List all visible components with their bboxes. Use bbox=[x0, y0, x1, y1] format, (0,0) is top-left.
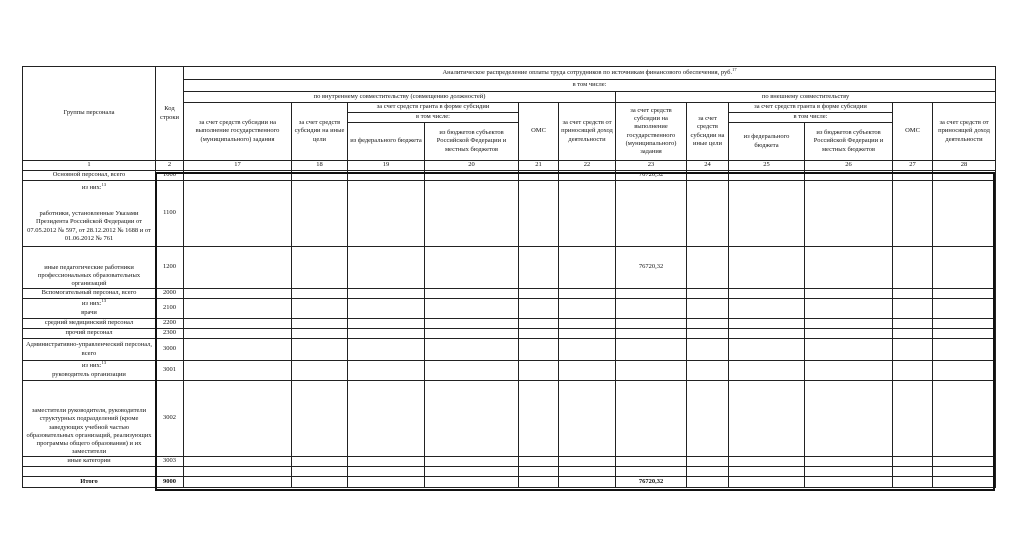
cell-20[interactable] bbox=[425, 171, 519, 181]
cell-28[interactable] bbox=[933, 299, 996, 319]
col-num: 19 bbox=[348, 161, 425, 171]
row-code: 1000 bbox=[156, 171, 184, 181]
cell-27[interactable] bbox=[893, 319, 933, 329]
cell-21[interactable] bbox=[519, 457, 559, 467]
row-code: 2200 bbox=[156, 319, 184, 329]
cell-21[interactable] bbox=[519, 299, 559, 319]
cell-24[interactable] bbox=[687, 457, 729, 467]
cell-18[interactable] bbox=[292, 171, 348, 181]
cell-21[interactable] bbox=[519, 247, 559, 289]
col-num: 17 bbox=[184, 161, 292, 171]
cell-24[interactable] bbox=[687, 299, 729, 319]
cell-18[interactable] bbox=[292, 289, 348, 299]
cell-18[interactable] bbox=[292, 457, 348, 467]
cell-27[interactable] bbox=[893, 329, 933, 339]
col-num: 24 bbox=[687, 161, 729, 171]
cell-26[interactable] bbox=[805, 289, 893, 299]
cell-19[interactable] bbox=[348, 457, 425, 467]
cell-25[interactable] bbox=[729, 361, 805, 381]
cell-23[interactable] bbox=[616, 381, 687, 457]
cell-21[interactable] bbox=[519, 289, 559, 299]
cell-27[interactable] bbox=[893, 289, 933, 299]
cell-19[interactable] bbox=[348, 289, 425, 299]
cell-22[interactable] bbox=[559, 181, 616, 247]
cell-19[interactable] bbox=[348, 181, 425, 247]
cell-26[interactable] bbox=[805, 319, 893, 329]
header-grant-including-ext: в том числе: bbox=[729, 113, 893, 123]
cell-27[interactable] bbox=[893, 381, 933, 457]
cell-25[interactable] bbox=[729, 181, 805, 247]
header-external: по внешнему совместительству bbox=[616, 92, 996, 103]
cell-27[interactable] bbox=[893, 171, 933, 181]
cell-24[interactable] bbox=[687, 289, 729, 299]
cell-24[interactable] bbox=[687, 247, 729, 289]
cell-22[interactable] bbox=[559, 329, 616, 339]
cell-25[interactable] bbox=[729, 299, 805, 319]
table-row bbox=[23, 247, 996, 289]
table-row bbox=[23, 361, 996, 381]
cell-22[interactable] bbox=[559, 299, 616, 319]
cell-26[interactable] bbox=[805, 361, 893, 381]
cell-19[interactable] bbox=[348, 247, 425, 289]
cell-25[interactable] bbox=[729, 319, 805, 329]
cell-21[interactable] bbox=[519, 361, 559, 381]
cell-18[interactable] bbox=[292, 319, 348, 329]
cell-24[interactable] bbox=[687, 329, 729, 339]
header-income: за счет средств от приносящей доход деятельности bbox=[559, 103, 616, 161]
col-num: 22 bbox=[559, 161, 616, 171]
cell-17[interactable] bbox=[184, 477, 292, 488]
cell-22[interactable] bbox=[559, 171, 616, 181]
cell-25[interactable] bbox=[729, 381, 805, 457]
header-oms-ext: ОМС bbox=[893, 103, 933, 161]
col-num: 18 bbox=[292, 161, 348, 171]
cell-20[interactable] bbox=[425, 289, 519, 299]
cell-18[interactable] bbox=[292, 339, 348, 361]
column-numbers-row bbox=[23, 161, 996, 171]
col-num: 28 bbox=[933, 161, 996, 171]
cell-26[interactable] bbox=[805, 299, 893, 319]
table-row bbox=[23, 381, 996, 457]
table-row bbox=[23, 181, 996, 247]
header-oms: ОМС bbox=[519, 103, 559, 161]
cell-19[interactable] bbox=[348, 319, 425, 329]
col-num: 20 bbox=[425, 161, 519, 171]
cell-28[interactable] bbox=[933, 329, 996, 339]
row-label: средний медицинский персонал bbox=[23, 319, 156, 329]
row-label bbox=[23, 361, 156, 381]
header-grant-including: в том числе: bbox=[348, 113, 519, 123]
total-label: Итого bbox=[23, 477, 156, 488]
cell-18[interactable] bbox=[292, 247, 348, 289]
cell-23[interactable] bbox=[616, 299, 687, 319]
cell-24[interactable] bbox=[687, 171, 729, 181]
of-them-label: из них:$^{13}$ bbox=[81, 298, 107, 308]
cell-19[interactable] bbox=[348, 171, 425, 181]
cell-22[interactable] bbox=[559, 457, 616, 467]
total-code: 9000 bbox=[156, 477, 184, 488]
cell-23[interactable]: 76720,32 bbox=[616, 477, 687, 488]
cell-23[interactable] bbox=[616, 339, 687, 361]
cell-28[interactable] bbox=[933, 319, 996, 329]
cell-24[interactable] bbox=[687, 361, 729, 381]
table-row bbox=[23, 339, 996, 361]
cell-19[interactable] bbox=[348, 381, 425, 457]
cell-17[interactable] bbox=[184, 457, 292, 467]
cell-25[interactable] bbox=[729, 339, 805, 361]
cell-22[interactable] bbox=[559, 361, 616, 381]
cell-23[interactable]: 76720,32 bbox=[616, 247, 687, 289]
row-label: Административно-управленческий персонал, всего bbox=[23, 339, 156, 361]
cell-20[interactable] bbox=[425, 299, 519, 319]
cell-28[interactable] bbox=[933, 171, 996, 181]
cell-17[interactable] bbox=[184, 171, 292, 181]
cell-21[interactable] bbox=[519, 467, 559, 477]
cell-21[interactable] bbox=[519, 171, 559, 181]
header-grant-ext: за счет средств гранта в форме субсидии bbox=[729, 103, 893, 113]
cell-25[interactable] bbox=[729, 329, 805, 339]
col-num: 21 bbox=[519, 161, 559, 171]
cell-25[interactable] bbox=[729, 457, 805, 467]
table-row bbox=[23, 171, 996, 181]
cell-18[interactable] bbox=[292, 181, 348, 247]
row-label-text: врачи bbox=[81, 308, 97, 316]
cell-20[interactable] bbox=[425, 329, 519, 339]
cell-20[interactable] bbox=[425, 381, 519, 457]
cell-17[interactable] bbox=[184, 329, 292, 339]
table-row bbox=[23, 329, 996, 339]
cell-21[interactable] bbox=[519, 319, 559, 329]
row-label bbox=[23, 299, 156, 319]
cell-27[interactable] bbox=[893, 467, 933, 477]
cell-25[interactable] bbox=[729, 467, 805, 477]
cell-21[interactable] bbox=[519, 181, 559, 247]
cell-23[interactable]: 76720,32 bbox=[616, 171, 687, 181]
cell-28[interactable] bbox=[933, 339, 996, 361]
cell-24[interactable] bbox=[687, 319, 729, 329]
cell-22[interactable] bbox=[559, 467, 616, 477]
cell-26[interactable] bbox=[805, 457, 893, 467]
row-code: 2100 bbox=[156, 299, 184, 319]
cell-28[interactable] bbox=[933, 457, 996, 467]
cell-27[interactable] bbox=[893, 181, 933, 247]
row-code: 3002 bbox=[156, 381, 184, 457]
header-regional: из бюджетов субъектов Российской Федерации и местных бюджетов bbox=[425, 123, 519, 161]
cell-20[interactable] bbox=[425, 247, 519, 289]
cell-19[interactable] bbox=[348, 329, 425, 339]
header-including: в том числе: bbox=[184, 80, 996, 92]
header-income-ext: за счет средств от приносящей доход деятельности bbox=[933, 103, 996, 161]
cell-21[interactable] bbox=[519, 329, 559, 339]
cell-17[interactable] bbox=[184, 299, 292, 319]
row-label-text: работники, установленные Указами Президента Российской Федерации от 07.05.2012 № 597, от 28.12.2012 № 1688 и от 01.06.2012 № 761 bbox=[27, 210, 151, 242]
cell-25[interactable] bbox=[729, 171, 805, 181]
cell-20[interactable] bbox=[425, 467, 519, 477]
cell-18[interactable] bbox=[292, 329, 348, 339]
cell-24[interactable] bbox=[687, 477, 729, 488]
row-label-text: руководитель организации bbox=[52, 370, 126, 378]
cell-17[interactable] bbox=[184, 339, 292, 361]
cell-23[interactable] bbox=[616, 361, 687, 381]
table-row bbox=[23, 319, 996, 329]
cell-22[interactable] bbox=[559, 319, 616, 329]
cell-24[interactable] bbox=[687, 181, 729, 247]
table-row bbox=[23, 289, 996, 299]
header-federal-ext: из федерального бюджета bbox=[729, 123, 805, 161]
header-main-title: Аналитическое распределение оплаты труда сотрудников по источникам финансового обеспечения, руб.$^{17}$ bbox=[184, 67, 996, 80]
header-subsidy-task: за счет средств субсидии на выполнение государственного (муниципального) задания bbox=[184, 103, 292, 161]
row-code: 2300 bbox=[156, 329, 184, 339]
cell-20[interactable] bbox=[425, 477, 519, 488]
cell-28[interactable] bbox=[933, 381, 996, 457]
cell-18[interactable] bbox=[292, 477, 348, 488]
cell-17[interactable] bbox=[184, 361, 292, 381]
cell-26[interactable] bbox=[805, 467, 893, 477]
cell-26[interactable] bbox=[805, 171, 893, 181]
row-code: 1100 bbox=[156, 181, 184, 247]
row-code: 3003 bbox=[156, 457, 184, 467]
cell-20[interactable] bbox=[425, 339, 519, 361]
cell-20[interactable] bbox=[425, 181, 519, 247]
header-subsidy-other-ext: за счет средств субсидии на иные цели bbox=[687, 103, 729, 161]
cell-18[interactable] bbox=[292, 467, 348, 477]
cell-17[interactable] bbox=[184, 319, 292, 329]
cell-19[interactable] bbox=[348, 467, 425, 477]
row-label: заместители руководителя, руководители структурных подразделений (кроме заведующих учебной частью образовательных организаций, реализующих программы общего образования) и их заместители bbox=[23, 381, 156, 457]
total-row bbox=[23, 477, 996, 488]
cell-27[interactable] bbox=[893, 339, 933, 361]
cell-17[interactable] bbox=[184, 289, 292, 299]
cell-21[interactable] bbox=[519, 477, 559, 488]
header-grant: за счет средств гранта в форме субсидии bbox=[348, 103, 519, 113]
cell-19[interactable] bbox=[348, 361, 425, 381]
cell-26[interactable] bbox=[805, 339, 893, 361]
cell-20[interactable] bbox=[425, 319, 519, 329]
cell-22[interactable] bbox=[559, 339, 616, 361]
cell-23[interactable] bbox=[616, 319, 687, 329]
cell-26[interactable] bbox=[805, 181, 893, 247]
row-label: прочий персонал bbox=[23, 329, 156, 339]
row-label: Основной персонал, всего bbox=[23, 171, 156, 181]
cell-22[interactable] bbox=[559, 477, 616, 488]
cell-27[interactable] bbox=[893, 299, 933, 319]
header-subsidy-task-ext: за счет средств субсидии на выполнение государственного (муниципального) задания bbox=[616, 103, 687, 161]
row-label bbox=[23, 467, 156, 477]
cell-20[interactable] bbox=[425, 457, 519, 467]
cell-28[interactable] bbox=[933, 181, 996, 247]
cell-25[interactable] bbox=[729, 247, 805, 289]
col-num: 27 bbox=[893, 161, 933, 171]
cell-26[interactable] bbox=[805, 477, 893, 488]
header-subsidy-other: за счет средств субсидии на иные цели bbox=[292, 103, 348, 161]
cell-21[interactable] bbox=[519, 339, 559, 361]
payroll-distribution-table bbox=[22, 66, 996, 488]
cell-27[interactable] bbox=[893, 361, 933, 381]
cell-19[interactable] bbox=[348, 339, 425, 361]
row-label: Вспомогательный персонал, всего bbox=[23, 289, 156, 299]
cell-28[interactable] bbox=[933, 247, 996, 289]
header-internal: по внутреннему совместительству (совмещению должностей) bbox=[184, 92, 616, 103]
row-code: 2000 bbox=[156, 289, 184, 299]
cell-18[interactable] bbox=[292, 361, 348, 381]
cell-25[interactable] bbox=[729, 477, 805, 488]
cell-23[interactable] bbox=[616, 457, 687, 467]
cell-23[interactable] bbox=[616, 467, 687, 477]
cell-19[interactable] bbox=[348, 477, 425, 488]
col-num: 25 bbox=[729, 161, 805, 171]
row-label: иные категории bbox=[23, 457, 156, 467]
cell-25[interactable] bbox=[729, 289, 805, 299]
cell-27[interactable] bbox=[893, 247, 933, 289]
cell-22[interactable] bbox=[559, 381, 616, 457]
cell-27[interactable] bbox=[893, 477, 933, 488]
table-row-empty bbox=[23, 467, 996, 477]
cell-21[interactable] bbox=[519, 381, 559, 457]
col-num: 23 bbox=[616, 161, 687, 171]
cell-24[interactable] bbox=[687, 381, 729, 457]
cell-26[interactable] bbox=[805, 381, 893, 457]
cell-18[interactable] bbox=[292, 381, 348, 457]
col-num: 2 bbox=[156, 161, 184, 171]
cell-17[interactable] bbox=[184, 381, 292, 457]
cell-17[interactable] bbox=[184, 247, 292, 289]
cell-17[interactable] bbox=[184, 467, 292, 477]
cell-22[interactable] bbox=[559, 289, 616, 299]
cell-23[interactable] bbox=[616, 181, 687, 247]
cell-26[interactable] bbox=[805, 329, 893, 339]
cell-23[interactable] bbox=[616, 289, 687, 299]
cell-28[interactable] bbox=[933, 361, 996, 381]
header-federal: из федерального бюджета bbox=[348, 123, 425, 161]
row-code: 3001 bbox=[156, 361, 184, 381]
table-row bbox=[23, 457, 996, 467]
cell-27[interactable] bbox=[893, 457, 933, 467]
col-num: 26 bbox=[805, 161, 893, 171]
cell-17[interactable] bbox=[184, 181, 292, 247]
row-code: 3000 bbox=[156, 339, 184, 361]
header-regional-ext: из бюджетов субъектов Российской Федерации и местных бюджетов bbox=[805, 123, 893, 161]
cell-26[interactable] bbox=[805, 247, 893, 289]
cell-24[interactable] bbox=[687, 467, 729, 477]
cell-24[interactable] bbox=[687, 339, 729, 361]
row-code: 1200 bbox=[156, 247, 184, 289]
row-label bbox=[23, 181, 156, 247]
table-row bbox=[23, 299, 996, 319]
of-them-label: из них:$^{13}$ bbox=[81, 182, 107, 192]
row-code bbox=[156, 467, 184, 477]
cell-19[interactable] bbox=[348, 299, 425, 319]
cell-22[interactable] bbox=[559, 247, 616, 289]
cell-20[interactable] bbox=[425, 361, 519, 381]
cell-28[interactable] bbox=[933, 477, 996, 488]
header-groups: Группы персонала bbox=[23, 67, 156, 161]
row-label: иные педагогические работники профессиональных образовательных организаций bbox=[23, 247, 156, 289]
of-them-label: из них:$^{13}$ bbox=[81, 360, 107, 370]
header-code: Код строки bbox=[156, 67, 184, 161]
col-num: 1 bbox=[23, 161, 156, 171]
cell-28[interactable] bbox=[933, 289, 996, 299]
cell-23[interactable] bbox=[616, 329, 687, 339]
cell-28[interactable] bbox=[933, 467, 996, 477]
cell-18[interactable] bbox=[292, 299, 348, 319]
